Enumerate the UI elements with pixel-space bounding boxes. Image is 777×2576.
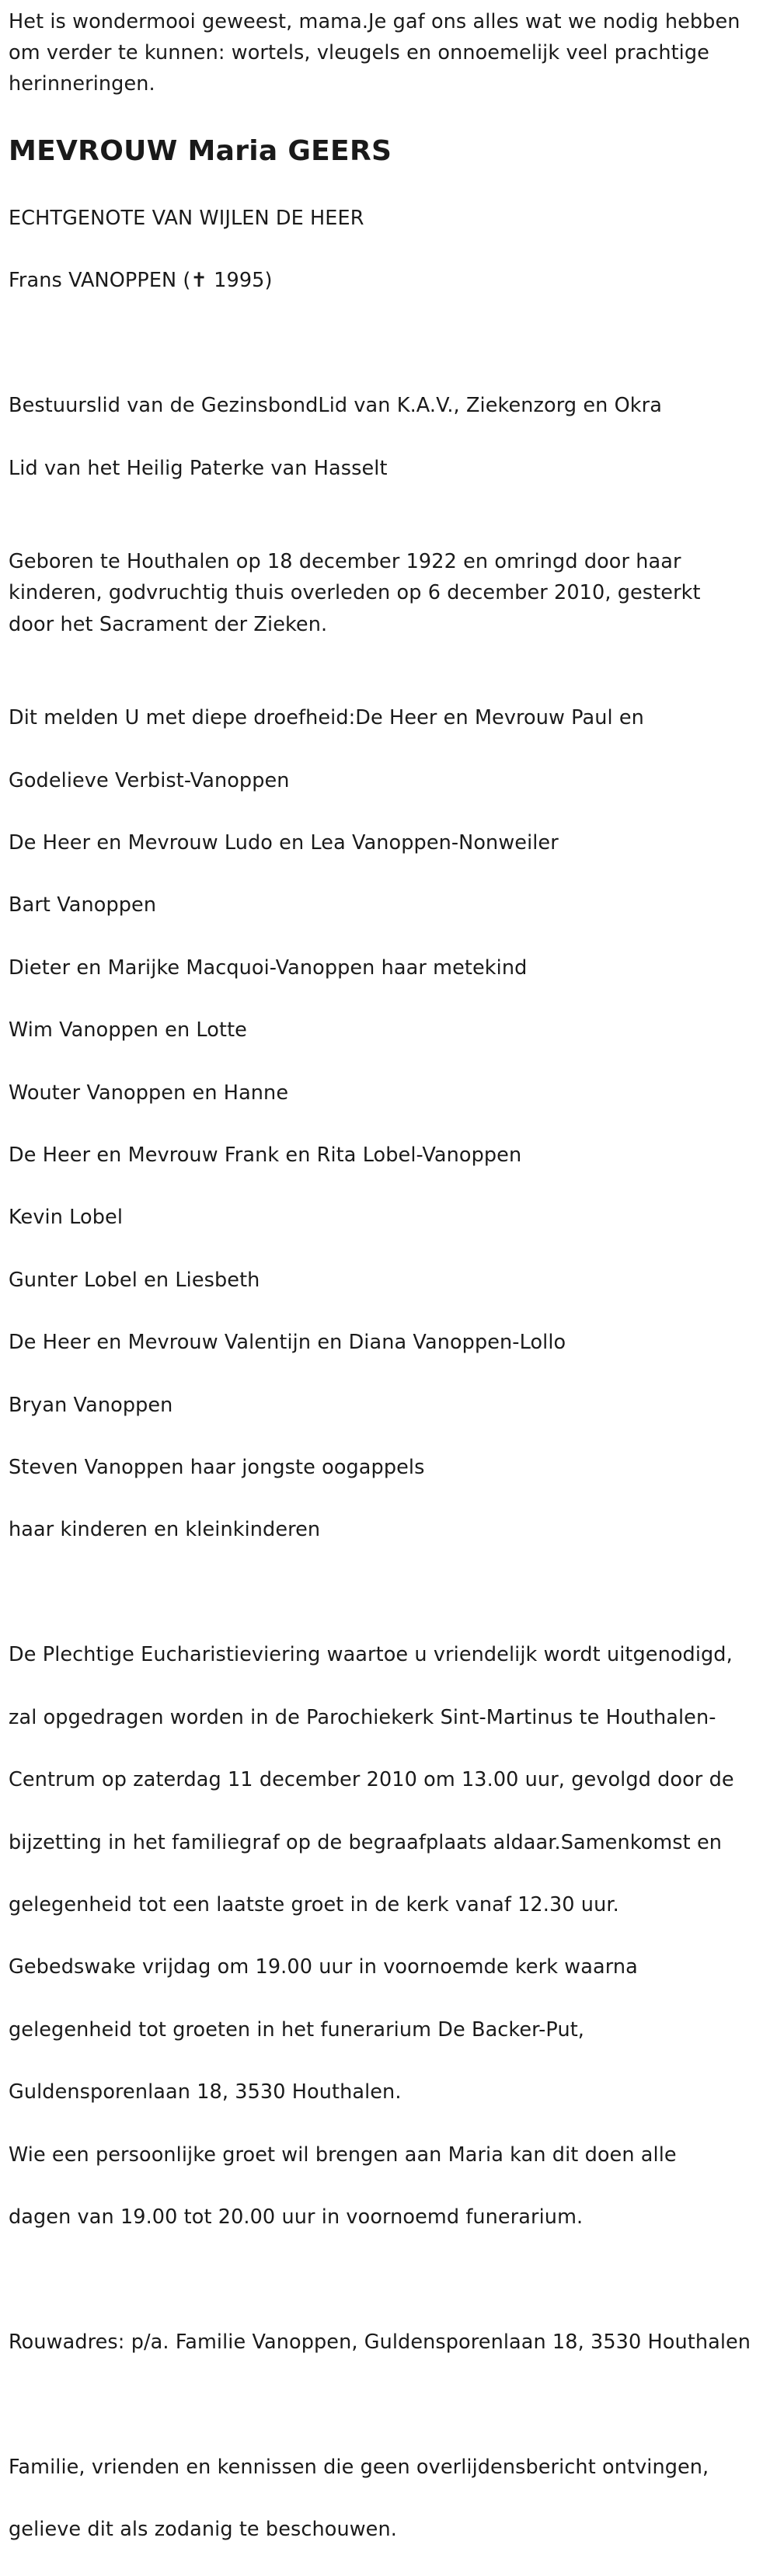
deceased-name: MEVROUW Maria GEERS (9, 134, 392, 167)
ceremony-line: De Plechtige Eucharistieviering waartoe u vriendelijk wordt uitgenodigd, (9, 1643, 733, 1667)
family-member: Wim Vanoppen en Lotte (9, 1018, 247, 1043)
family-member: De Heer en Mevrouw Frank en Rita Lobel-Vanoppen (9, 1144, 522, 1168)
family-member: Bart Vanoppen (9, 893, 157, 917)
family-member: De Heer en Mevrouw Valentijn en Diana Vanoppen-Lollo (9, 1331, 566, 1355)
spacer (9, 515, 774, 546)
family-member: Godelieve Verbist-Vanoppen (9, 768, 290, 792)
ceremony-line: bijzetting in het familiegraf op de begraafplaats aldaar.Samenkomst en (9, 1830, 723, 1854)
membership-line: Bestuurslid van de GezinsbondLid van K.A.V., Ziekenzorg en Okra (9, 394, 662, 418)
membership-line: Lid van het Heilig Paterke van Hasselt (9, 456, 388, 480)
birth-death-line: door het Sacrament der Zieken. (9, 612, 328, 636)
spacer (9, 2264, 774, 2295)
spouse-line (9, 265, 774, 296)
closing-paragraph (9, 2420, 774, 2576)
family-member: Kevin Lobel (9, 1206, 124, 1230)
announcement-intro: Dit melden U met diepe droefheid:De Heer en Mevrouw Paul en (9, 706, 644, 730)
ceremony-line: Centrum op zaterdag 11 december 2010 om 13.00 uur, gevolgd door de (9, 1768, 734, 1792)
ceremony-line: gelegenheid tot groeten in het funerarium De Backer-Put, (9, 2017, 585, 2042)
intro-line: Het is wondermooi geweest, mama.Je gaf ons alles wat we nodig hebben (9, 10, 740, 33)
ceremony-line: zal opgedragen worden in de Parochiekerk Sint-Martinus te Houthalen- (9, 1705, 716, 1729)
mourning-address-block (9, 2296, 774, 2390)
spacer (9, 1577, 774, 1608)
cross-icon: ✝ (190, 269, 207, 293)
family-member: Wouter Vanoppen en Hanne (9, 1081, 289, 1105)
closing-line: gelieve dit als zodanig te beschouwen. (9, 2517, 397, 2541)
spacer (9, 2389, 774, 2420)
birth-death-line: Geboren te Houthalen op 18 december 1922 en omringd door haar (9, 550, 681, 574)
closing-line: Familie, vrienden en kennissen die geen overlijdensbericht ontvingen, (9, 2455, 709, 2479)
family-member: haar kinderen en kleinkinderen (9, 1518, 321, 1542)
family-member: Gunter Lobel en Liesbeth (9, 1268, 260, 1292)
ceremony-paragraph (9, 1608, 774, 2264)
ceremony-line: Gebedswake vrijdag om 19.00 uur in voornoemde kerk waarna (9, 1955, 638, 1979)
obituary-document (9, 6, 774, 2576)
family-member: Bryan Vanoppen (9, 1393, 173, 1417)
intro-line: om verder te kunnen: wortels, vleugels en onnoemelijk veel prachtige (9, 41, 709, 65)
memberships (9, 359, 774, 515)
announcement (9, 671, 774, 1577)
spouse-death-year: 1995) (214, 269, 273, 293)
family-member: De Heer en Mevrouw Ludo en Lea Vanoppen-Nonweiler (9, 831, 559, 855)
spacer (9, 328, 774, 359)
spouse-block (9, 172, 774, 328)
ceremony-line: dagen van 19.00 tot 20.00 uur in voornoemd funerarium. (9, 2205, 584, 2229)
spacer (9, 100, 774, 131)
ceremony-line: Guldensporenlaan 18, 3530 Houthalen. (9, 2080, 402, 2104)
birth-death-paragraph (9, 546, 774, 640)
ceremony-line: Wie een persoonlijke groet wil brengen aan Maria kan dit doen alle (9, 2143, 677, 2167)
family-member: Dieter en Marijke Macquoi-Vanoppen haar metekind (9, 956, 528, 980)
family-member: Steven Vanoppen haar jongste oogappels (9, 1456, 425, 1480)
birth-death-line: kinderen, godvruchtig thuis overleden op 6 december 2010, gesterkt (9, 581, 701, 605)
spouse-title: ECHTGENOTE VAN WIJLEN DE HEER (9, 207, 364, 230)
ceremony-line: gelegenheid tot een laatste groet in de kerk vanaf 12.30 uur. (9, 1892, 619, 1916)
spacer (9, 640, 774, 671)
mourning-address: Rouwadres: p/a. Familie Vanoppen, Guldensporenlaan 18, 3530 Houthalen (9, 2330, 751, 2354)
spouse-name: Frans VANOPPEN ( (9, 269, 191, 293)
intro-lines (9, 6, 774, 100)
intro-line: herinneringen. (9, 72, 155, 96)
